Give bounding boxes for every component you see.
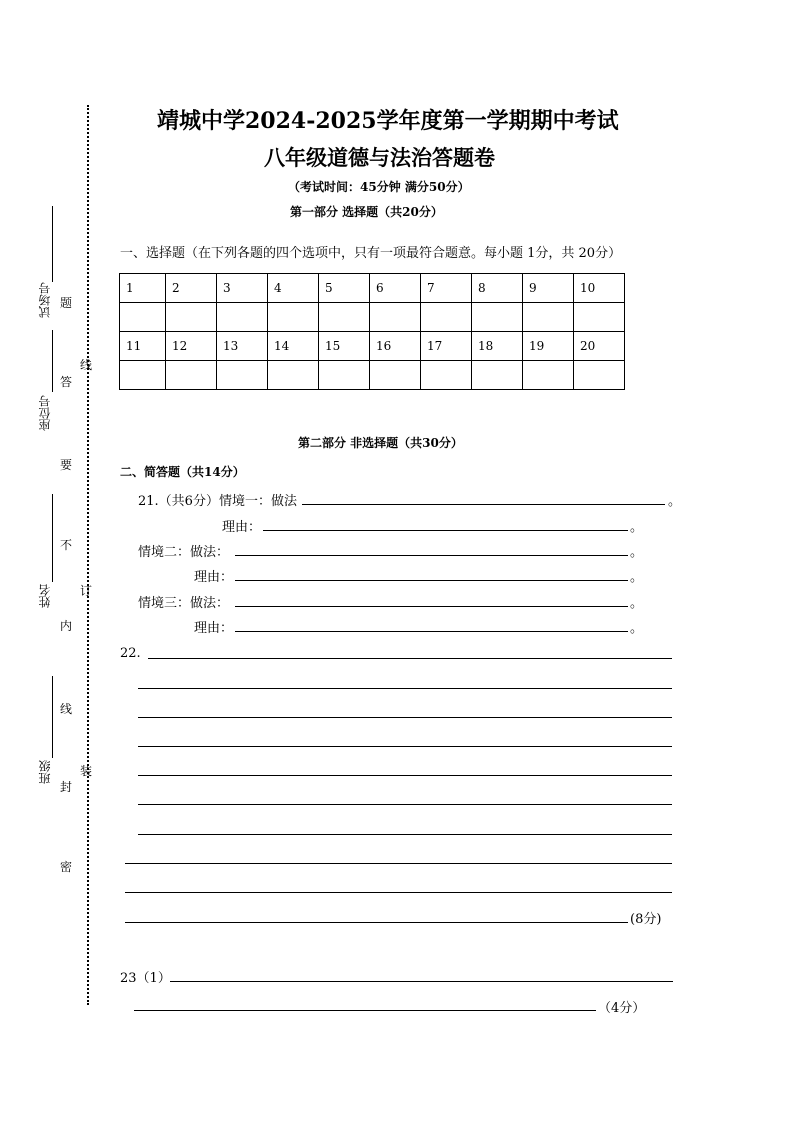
answer-cell[interactable] (217, 303, 268, 332)
page-title: 靖城中学2024-2025学年度第一学期期中考试 (157, 108, 619, 134)
answer-cell[interactable] (472, 361, 523, 390)
question-number: 14 (268, 332, 319, 361)
scenario2-label: 情境二：做法： (138, 545, 230, 560)
q22-answer-line[interactable] (125, 922, 628, 923)
q23-label: 23（1） (120, 971, 171, 986)
period: 。 (630, 570, 644, 585)
question-number: 12 (166, 332, 217, 361)
answer-cell[interactable] (472, 303, 523, 332)
q22-answer-line[interactable] (148, 658, 672, 659)
answer-cell[interactable] (319, 303, 370, 332)
q22-answer-line[interactable] (138, 746, 672, 747)
answer-cell[interactable] (421, 361, 472, 390)
table-row (120, 303, 625, 332)
line-char: 装 (80, 764, 93, 778)
table-row (120, 332, 625, 361)
q21-answer-line[interactable] (302, 504, 665, 505)
period: 。 (630, 545, 644, 560)
answer-cell[interactable] (421, 303, 472, 332)
question-number: 4 (268, 274, 319, 303)
scenario2-reason-line[interactable] (235, 580, 628, 581)
seal-char: 密 (60, 860, 73, 874)
exam-room-label: 试场号 (38, 282, 52, 318)
section1-instruction: 一、选择题（在下列各题的四个选项中，只有一项最符合题意。每小题 1分，共 20分） (120, 246, 622, 261)
q23-answer-line[interactable] (170, 981, 673, 982)
answer-cell[interactable] (574, 361, 625, 390)
section2-title: 二、简答题（共14分） (120, 465, 245, 479)
question-number: 1 (120, 274, 166, 303)
page-subtitle: 八年级道德与法治答题卷 (264, 145, 495, 170)
question-number: 8 (472, 274, 523, 303)
exam-info: （考试时间：45分钟 满分50分） (288, 180, 470, 194)
q22-label: 22. (120, 646, 141, 661)
answer-cell[interactable] (268, 361, 319, 390)
class-line (52, 676, 53, 758)
question-number: 6 (370, 274, 421, 303)
question-number: 10 (574, 274, 625, 303)
answer-cell[interactable] (166, 361, 217, 390)
question-number: 13 (217, 332, 268, 361)
question-number: 18 (472, 332, 523, 361)
question-number: 5 (319, 274, 370, 303)
name-label: 姓名 (38, 584, 52, 608)
exam-room-line (52, 206, 53, 282)
seal-char: 要 (60, 458, 73, 472)
scenario3-label: 情境三：做法： (138, 596, 230, 611)
answer-cell[interactable] (120, 303, 166, 332)
q21-reason-line[interactable] (263, 530, 628, 531)
question-number: 11 (120, 332, 166, 361)
answer-cell[interactable] (370, 361, 421, 390)
part1-title: 第一部分 选择题（共20分） (290, 205, 443, 219)
seat-label: 座位号 (38, 395, 52, 431)
q22-answer-line[interactable] (138, 804, 672, 805)
seal-char: 封 (60, 780, 73, 794)
class-label: 班级 (38, 760, 52, 784)
q22-answer-line[interactable] (125, 863, 672, 864)
question-number: 9 (523, 274, 574, 303)
line-char: 线 (80, 358, 93, 372)
q22-answer-line[interactable] (125, 892, 672, 893)
question-number: 17 (421, 332, 472, 361)
answer-cell[interactable] (523, 361, 574, 390)
question-number: 2 (166, 274, 217, 303)
answer-cell[interactable] (574, 303, 625, 332)
q22-answer-line[interactable] (138, 688, 672, 689)
period: 。 (668, 494, 682, 509)
period: 。 (630, 596, 644, 611)
seal-char: 答 (60, 375, 73, 389)
answer-cell[interactable] (370, 303, 421, 332)
q22-answer-line[interactable] (138, 775, 672, 776)
name-line (52, 494, 53, 582)
question-number: 20 (574, 332, 625, 361)
q22-answer-line[interactable] (138, 717, 672, 718)
answer-cell[interactable] (268, 303, 319, 332)
reason-label: 理由： (222, 520, 262, 535)
q21-label: 21.（共6分）情境一：做法 (138, 494, 297, 509)
seal-char: 不 (60, 538, 73, 552)
table-row (120, 274, 625, 303)
question-number: 7 (421, 274, 472, 303)
seal-char: 线 (60, 702, 73, 716)
table-row (120, 361, 625, 390)
reason-label: 理由： (194, 570, 234, 585)
scenario3-answer-line[interactable] (235, 606, 628, 607)
answer-cell[interactable] (319, 361, 370, 390)
part2-title: 第二部分 非选择题（共30分） (298, 436, 463, 450)
period: 。 (630, 520, 644, 535)
answer-cell[interactable] (120, 361, 166, 390)
answer-cell[interactable] (166, 303, 217, 332)
scenario2-answer-line[interactable] (235, 555, 628, 556)
seat-line (52, 330, 53, 392)
question-number: 3 (217, 274, 268, 303)
seal-char: 内 (60, 619, 73, 633)
q23-score: （4分） (598, 1001, 646, 1016)
scenario3-reason-line[interactable] (235, 631, 628, 632)
answer-cell[interactable] (217, 361, 268, 390)
question-number: 19 (523, 332, 574, 361)
q22-score: (8分) (630, 912, 662, 927)
binding-dotted-line (87, 105, 89, 1005)
reason-label: 理由： (194, 621, 234, 636)
question-number: 15 (319, 332, 370, 361)
answer-table (119, 273, 625, 390)
q23-answer-line[interactable] (134, 1010, 596, 1011)
line-char: 订 (80, 584, 93, 598)
question-number: 16 (370, 332, 421, 361)
answer-cell[interactable] (523, 303, 574, 332)
q22-answer-line[interactable] (138, 834, 672, 835)
seal-char: 题 (60, 296, 73, 310)
period: 。 (630, 621, 644, 636)
